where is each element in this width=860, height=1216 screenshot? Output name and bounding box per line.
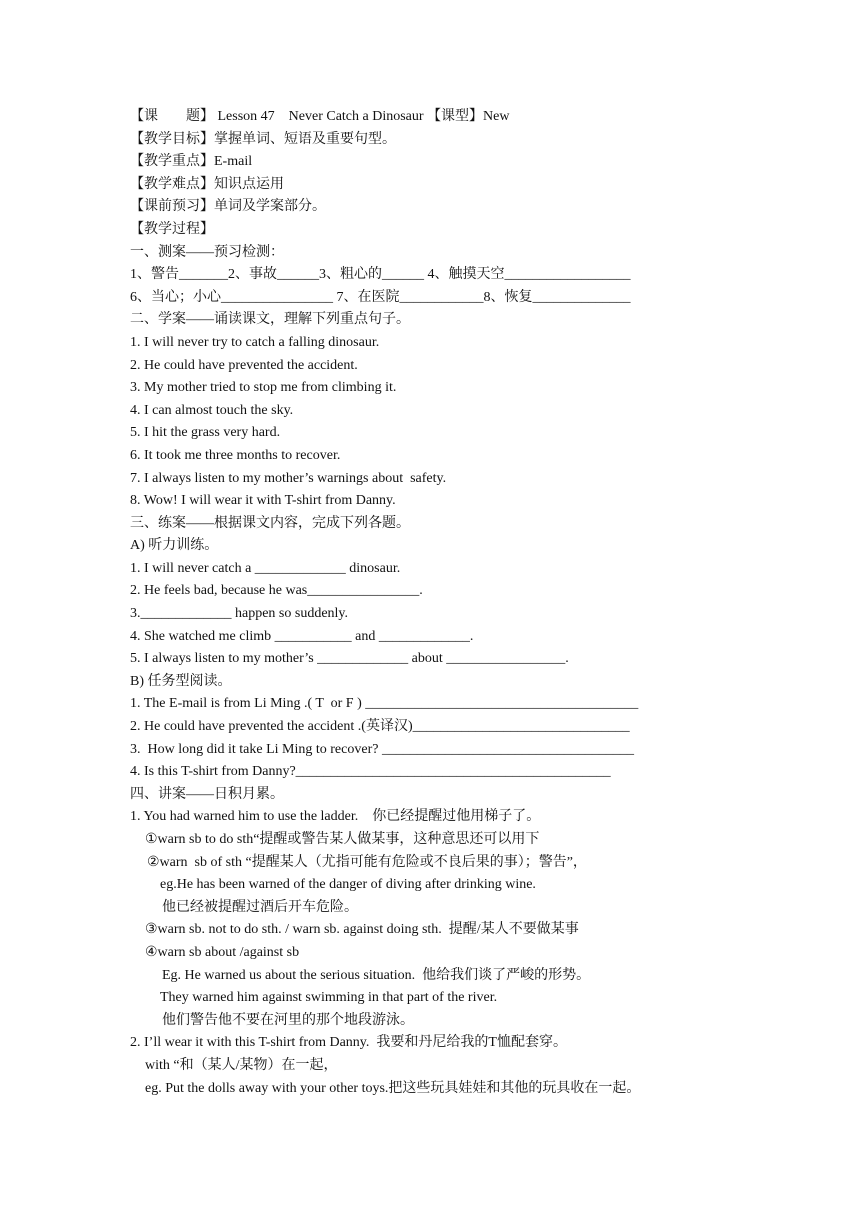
listening-item: 2. He feels bad, because he was________________. [130,583,423,599]
example-2-en: eg.He has been warned of the danger of diving after drinking wine. [160,877,536,893]
listening-item: 3._____________ happen so suddenly. [130,606,349,622]
key-point: 【教学重点】E-mail [130,154,253,170]
teaching-process: 【教学过程】 [130,221,214,237]
example-4a: Eg. He warned us about the serious situation. 他给我们谈了严峻的形势。 [162,967,591,983]
document-page [130,106,730,1100]
section3-title: 三、练案——根据课文内容，完成下列各题。 [130,515,410,531]
section2-title: 二、学案——诵读课文，理解下列重点句子。 [130,312,410,328]
usage-3: ③warn sb. not to do sth. / warn sb. against doing sth. 提醒/某人不要做某事 [145,922,579,938]
note-item-1: 1. You had warned him to use the ladder. 你已经提醒过他用梯子了。 [130,809,541,825]
key-sentence: 6. It took me three months to recover. [130,447,341,463]
reading-item: 4. Is this T-shirt from Danny?_____________________________________________ [130,764,611,780]
example-4b-en: They warned him against swimming in that part of the river. [160,990,498,1006]
usage-1: ①warn sb to do sth“提醒或警告某人做某事，这种意思还可以用下 [145,832,540,847]
usage-2: ②warn sb of sth “提醒某人（尤指可能有危险或不良后果的事）；警告”， [147,854,587,870]
with-example: eg. Put the dolls away with your other toys.把这些玩具娃娃和其他的玩具收在一起。 [145,1080,641,1096]
listening-item: 1. I will never catch a _____________ dinosaur. [130,560,401,576]
key-sentence: 4. I can almost touch the sky. [130,402,294,418]
key-sentence: 7. I always listen to my mother’s warnings about safety. [130,470,447,486]
key-sentence: 5. I hit the grass very hard. [130,425,281,441]
vocab-row-1: 1、警告_______2、事故______3、粗心的______ 4、触摸天空__________________ [130,267,631,283]
example-2-zh: 他已经被提醒过酒后开车危险。 [162,899,358,915]
listening-item: 4. She watched me climb ___________ and _____________. [130,628,474,644]
part-b-title: B) 任务型阅读。 [130,673,232,689]
section1-title: 一、测案——预习检测： [130,244,284,260]
lesson-topic: 【课 题】 Lesson 47 Never Catch a Dinosaur 【课型】New [130,109,510,124]
key-sentence: 1. I will never try to catch a falling dinosaur. [130,334,380,350]
note-item-2: 2. I’ll wear it with this T-shirt from Danny. 我要和丹尼给我的T恤配套穿。 [130,1035,567,1051]
listening-item: 5. I always listen to my mother’s _____________ about _________________. [130,651,569,667]
key-sentence: 2. He could have prevented the accident. [130,357,358,373]
key-sentence: 8. Wow! I will wear it with T-shirt from Danny. [130,493,396,509]
key-sentence: 3. My mother tried to stop me from climbing it. [130,380,397,396]
example-4b-zh: 他们警告他不要在河里的那个地段游泳。 [162,1012,414,1028]
vocab-row-2: 6、当心；小心________________ 7、在医院____________8、恢复______________ [130,289,631,305]
usage-4: ④warn sb about /against sb [145,944,300,960]
reading-item: 3. How long did it take Li Ming to recover? ____________________________________ [130,741,634,757]
section4-title: 四、讲案——日积月累。 [130,786,284,802]
reading-item: 2. He could have prevented the accident .(英译汉)_______________________________ [130,719,630,735]
difficulty: 【教学难点】知识点运用 [130,176,284,192]
reading-item: 1. The E-mail is from Li Ming .( T or F ) _______________________________________ [130,696,639,712]
part-a-title: A) 听力训练。 [130,538,219,554]
preview: 【课前预习】单词及学案部分。 [130,199,326,215]
teaching-goal: 【教学目标】掌握单词、短语及重要句型。 [130,131,396,147]
with-note: with “和（某人/某物）在一起， [145,1057,338,1073]
